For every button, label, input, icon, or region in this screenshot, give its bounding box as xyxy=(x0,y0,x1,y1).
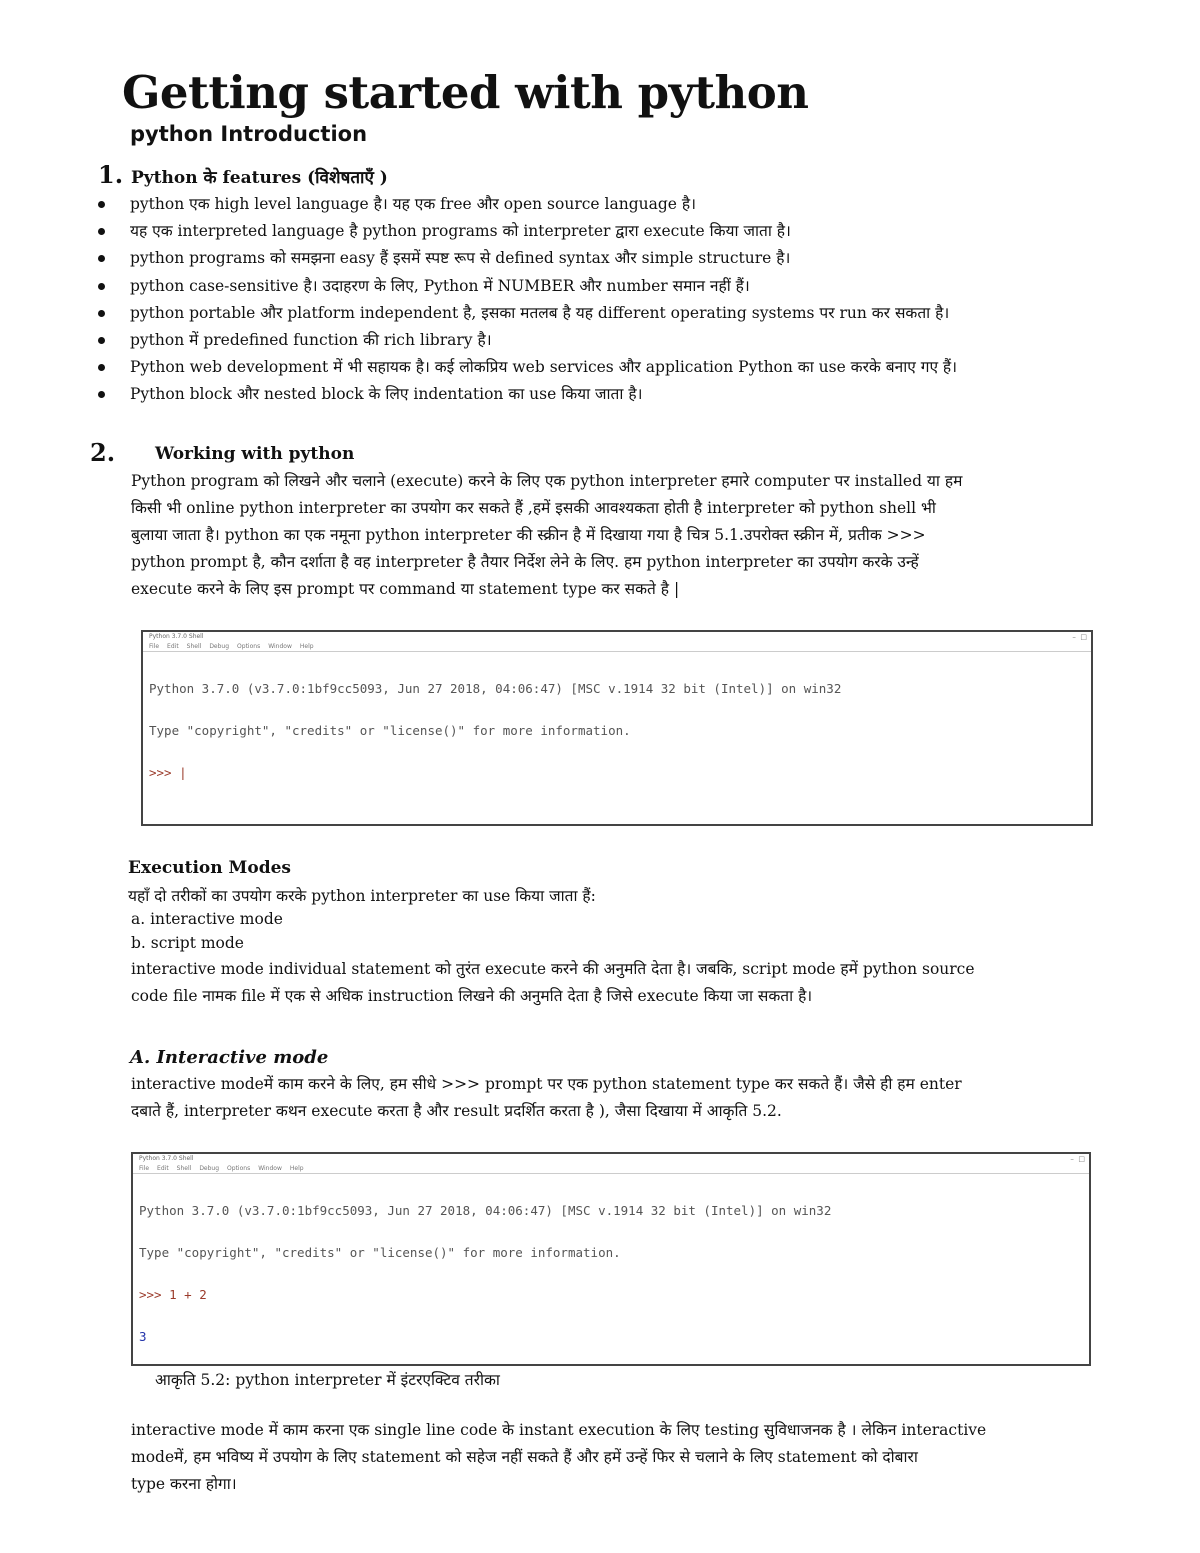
bullet-icon xyxy=(98,283,105,290)
features-list xyxy=(98,192,1138,410)
section2-heading: Working with python xyxy=(155,444,355,464)
shell-console: Python 3.7.0 (v3.7.0:1bf9cc5093, Jun 27 2018, 04:06:47) [MSC v.1914 32 bit (Intel)] on win32 Type "copyright", "credits" or "license()" for more information. >>> | xyxy=(149,681,842,780)
minimize-icon: – □ xyxy=(1070,1155,1085,1163)
list-item: python एक high level language है। यह एक free और open source language है। xyxy=(98,192,1138,219)
bullet-icon xyxy=(98,228,105,235)
page-subtitle: python Introduction xyxy=(130,122,368,146)
working-paragraph: Python program को लिखने और चलाने (execute) करने के लिए एक python interpreter हमारे computer पर installed या हम किसी भी online python interpreter का उपयोग कर सकते हैं ,हमें इसकी आवश्यकता होती है interpreter को python shell भी बुलाया जाता है। python का एक नमूना python interpreter की स्क्रीन है में दिखाया गया है चित्र 5.1.उपरोक्त स्क्रीन में, प्रतीक >>> python prompt है, कौन दर्शाता है वह interpreter है तैयार निर्देश लेने के लिए. हम python interpreter का उपयोग करके उन्हें execute करने के लिए इस prompt पर command या statement type कर सकते है | xyxy=(131,472,963,598)
mode-item-script: b. script mode xyxy=(131,934,244,952)
page-title: Getting started with python xyxy=(122,66,809,119)
list-item: Python web development में भी सहायक है। कई लोकप्रिय web services और application Python का use करके बनाए गए हैं। xyxy=(98,355,1138,382)
python-shell-screenshot-2 xyxy=(131,1152,1091,1366)
python-shell-screenshot-1 xyxy=(141,630,1093,826)
execution-modes-heading: Execution Modes xyxy=(128,858,291,878)
bullet-icon xyxy=(98,364,105,371)
bullet-icon xyxy=(98,255,105,262)
shell-menubar: File Edit Shell Debug Options Window Help xyxy=(133,1164,1089,1174)
mode-item-interactive: a. interactive mode xyxy=(131,910,283,928)
interactive-mode-heading: A. Interactive mode xyxy=(130,1047,329,1068)
bullet-icon xyxy=(98,201,105,208)
execution-modes-intro: यहाँ दो तरीकों का उपयोग करके python interpreter का use किया जाता हैं: xyxy=(128,887,596,905)
shell-console: Python 3.7.0 (v3.7.0:1bf9cc5093, Jun 27 2018, 04:06:47) [MSC v.1914 32 bit (Intel)] on win32 Type "copyright", "credits" or "license()" for more information. >>> 1 + 2 3 xyxy=(139,1203,832,1344)
list-item: Python block और nested block के लिए indentation का use किया जाता है। xyxy=(98,382,1138,409)
section2-number: 2. xyxy=(90,438,116,467)
bullet-icon xyxy=(98,310,105,317)
window-title: Python 3.7.0 Shell xyxy=(139,1155,194,1162)
bullet-icon xyxy=(98,337,105,344)
list-item: python में predefined function की rich library है। xyxy=(98,328,1138,355)
minimize-icon: – □ xyxy=(1072,633,1087,641)
shell-menubar: File Edit Shell Debug Options Window Help xyxy=(143,642,1091,652)
closing-paragraph: interactive mode में काम करना एक single line code के instant execution के लिए testing सुविधाजनक है । लेकिन interactive modeमें, हम भविष्य में उपयोग के लिए statement को सहेज नहीं सकते हैं और हमें उन्हें फिर से चलाने के लिए statement को दोबारा type करना होगा। xyxy=(131,1421,987,1493)
execution-modes-description: interactive mode individual statement को तुरंत execute करने की अनुमति देता है। जबकि, script mode हमें python source code file नामक file में एक से अधिक instruction लिखने की अनुमति देता है जिसे execute किया जा सकता है। xyxy=(131,960,975,1005)
list-item: यह एक interpreted language है python programs को interpreter द्वारा execute किया जाता है। xyxy=(98,219,1138,246)
section1-number: 1. xyxy=(98,160,124,189)
bullet-icon xyxy=(98,391,105,398)
window-title: Python 3.7.0 Shell xyxy=(149,633,204,640)
list-item: python programs को समझना easy हैं इसमें स्पष्ट रूप से defined syntax और simple structure है। xyxy=(98,246,1138,273)
list-item: python portable और platform independent है, इसका मतलब है यह different operating systems पर run कर सकता है। xyxy=(98,301,1138,328)
interactive-mode-description: interactive modeमें काम करने के लिए, हम सीधे >>> prompt पर एक python statement type कर सकते हैं। जैसे ही हम enter दबाते हैं, interpreter कथन execute करता है और result प्रदर्शित करता है ), जैसा दिखाया में आकृति 5.2. xyxy=(131,1075,962,1120)
list-item: python case-sensitive है। उदाहरण के लिए, Python में NUMBER और number समान नहीं हैं। xyxy=(98,274,1138,301)
section1-heading: Python के features (विशेषताएँ ) xyxy=(131,168,388,188)
figure-caption: आकृति 5.2: python interpreter में इंटरएक्टिव तरीका xyxy=(155,1371,500,1389)
